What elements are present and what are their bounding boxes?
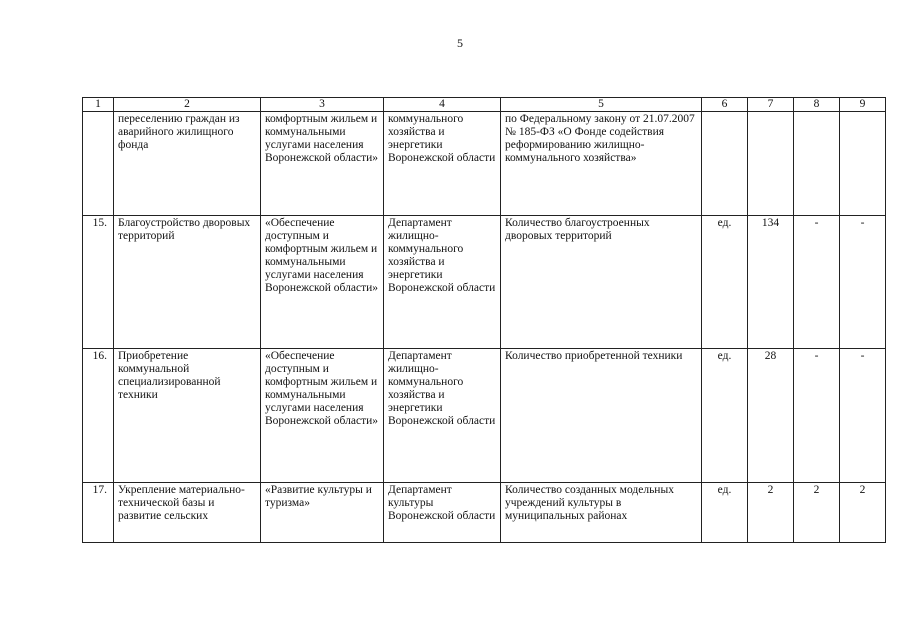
event-cell: переселению граждан из аварийного жилищного фонда bbox=[114, 112, 261, 216]
value-cell bbox=[840, 112, 886, 216]
indicator-cell: Количество благоустроенных дворовых территорий bbox=[501, 216, 702, 349]
event-cell: Благоустройство дворовых территорий bbox=[114, 216, 261, 349]
column-header: 4 bbox=[384, 98, 501, 112]
column-header: 5 bbox=[501, 98, 702, 112]
event-cell: Укрепление материально-технической базы и развитие сельских bbox=[114, 483, 261, 543]
column-header: 9 bbox=[840, 98, 886, 112]
page-number: 5 bbox=[457, 36, 463, 50]
program-cell: «Обеспечение доступным и комфортным жильем и коммунальными услугами населения Воронежской области» bbox=[261, 216, 384, 349]
value-cell: 2 bbox=[748, 483, 794, 543]
executor-cell: Департамент жилищно-коммунального хозяйства и энергетики Воронежской области bbox=[384, 349, 501, 483]
column-header: 3 bbox=[261, 98, 384, 112]
value-cell: 28 bbox=[748, 349, 794, 483]
event-cell: Приобретение коммунальной специализированной техники bbox=[114, 349, 261, 483]
program-table bbox=[82, 97, 886, 543]
table-row bbox=[83, 483, 886, 543]
column-header: 8 bbox=[794, 98, 840, 112]
executor-cell: Департамент жилищно-коммунального хозяйства и энергетики Воронежской области bbox=[384, 216, 501, 349]
unit-cell bbox=[702, 112, 748, 216]
value-cell: 2 bbox=[794, 483, 840, 543]
row-number: 17. bbox=[83, 483, 114, 543]
row-number: 15. bbox=[83, 216, 114, 349]
value-cell bbox=[794, 112, 840, 216]
column-header: 7 bbox=[748, 98, 794, 112]
program-cell: комфортным жильем и коммунальными услугами населения Воронежской области» bbox=[261, 112, 384, 216]
column-header: 2 bbox=[114, 98, 261, 112]
table-row bbox=[83, 216, 886, 349]
value-cell: - bbox=[840, 349, 886, 483]
program-cell: «Обеспечение доступным и комфортным жильем и коммунальными услугами населения Воронежской области» bbox=[261, 349, 384, 483]
table-row bbox=[83, 112, 886, 216]
row-number: 16. bbox=[83, 349, 114, 483]
value-cell: 2 bbox=[840, 483, 886, 543]
value-cell: - bbox=[794, 216, 840, 349]
indicator-cell: Количество созданных модельных учреждений культуры в муниципальных районах bbox=[501, 483, 702, 543]
program-cell: «Развитие культуры и туризма» bbox=[261, 483, 384, 543]
unit-cell: ед. bbox=[702, 483, 748, 543]
table-row bbox=[83, 349, 886, 483]
value-cell: - bbox=[840, 216, 886, 349]
unit-cell: ед. bbox=[702, 349, 748, 483]
executor-cell: коммунального хозяйства и энергетики Воронежской области bbox=[384, 112, 501, 216]
value-cell bbox=[748, 112, 794, 216]
value-cell: - bbox=[794, 349, 840, 483]
indicator-cell: Количество приобретенной техники bbox=[501, 349, 702, 483]
row-number bbox=[83, 112, 114, 216]
column-header: 1 bbox=[83, 98, 114, 112]
column-header: 6 bbox=[702, 98, 748, 112]
table-header-row bbox=[83, 98, 886, 112]
executor-cell: Департамент культуры Воронежской области bbox=[384, 483, 501, 543]
value-cell: 134 bbox=[748, 216, 794, 349]
unit-cell: ед. bbox=[702, 216, 748, 349]
indicator-cell: по Федеральному закону от 21.07.2007 № 185-ФЗ «О Фонде содействия реформированию жилищно-коммунального хозяйства» bbox=[501, 112, 702, 216]
